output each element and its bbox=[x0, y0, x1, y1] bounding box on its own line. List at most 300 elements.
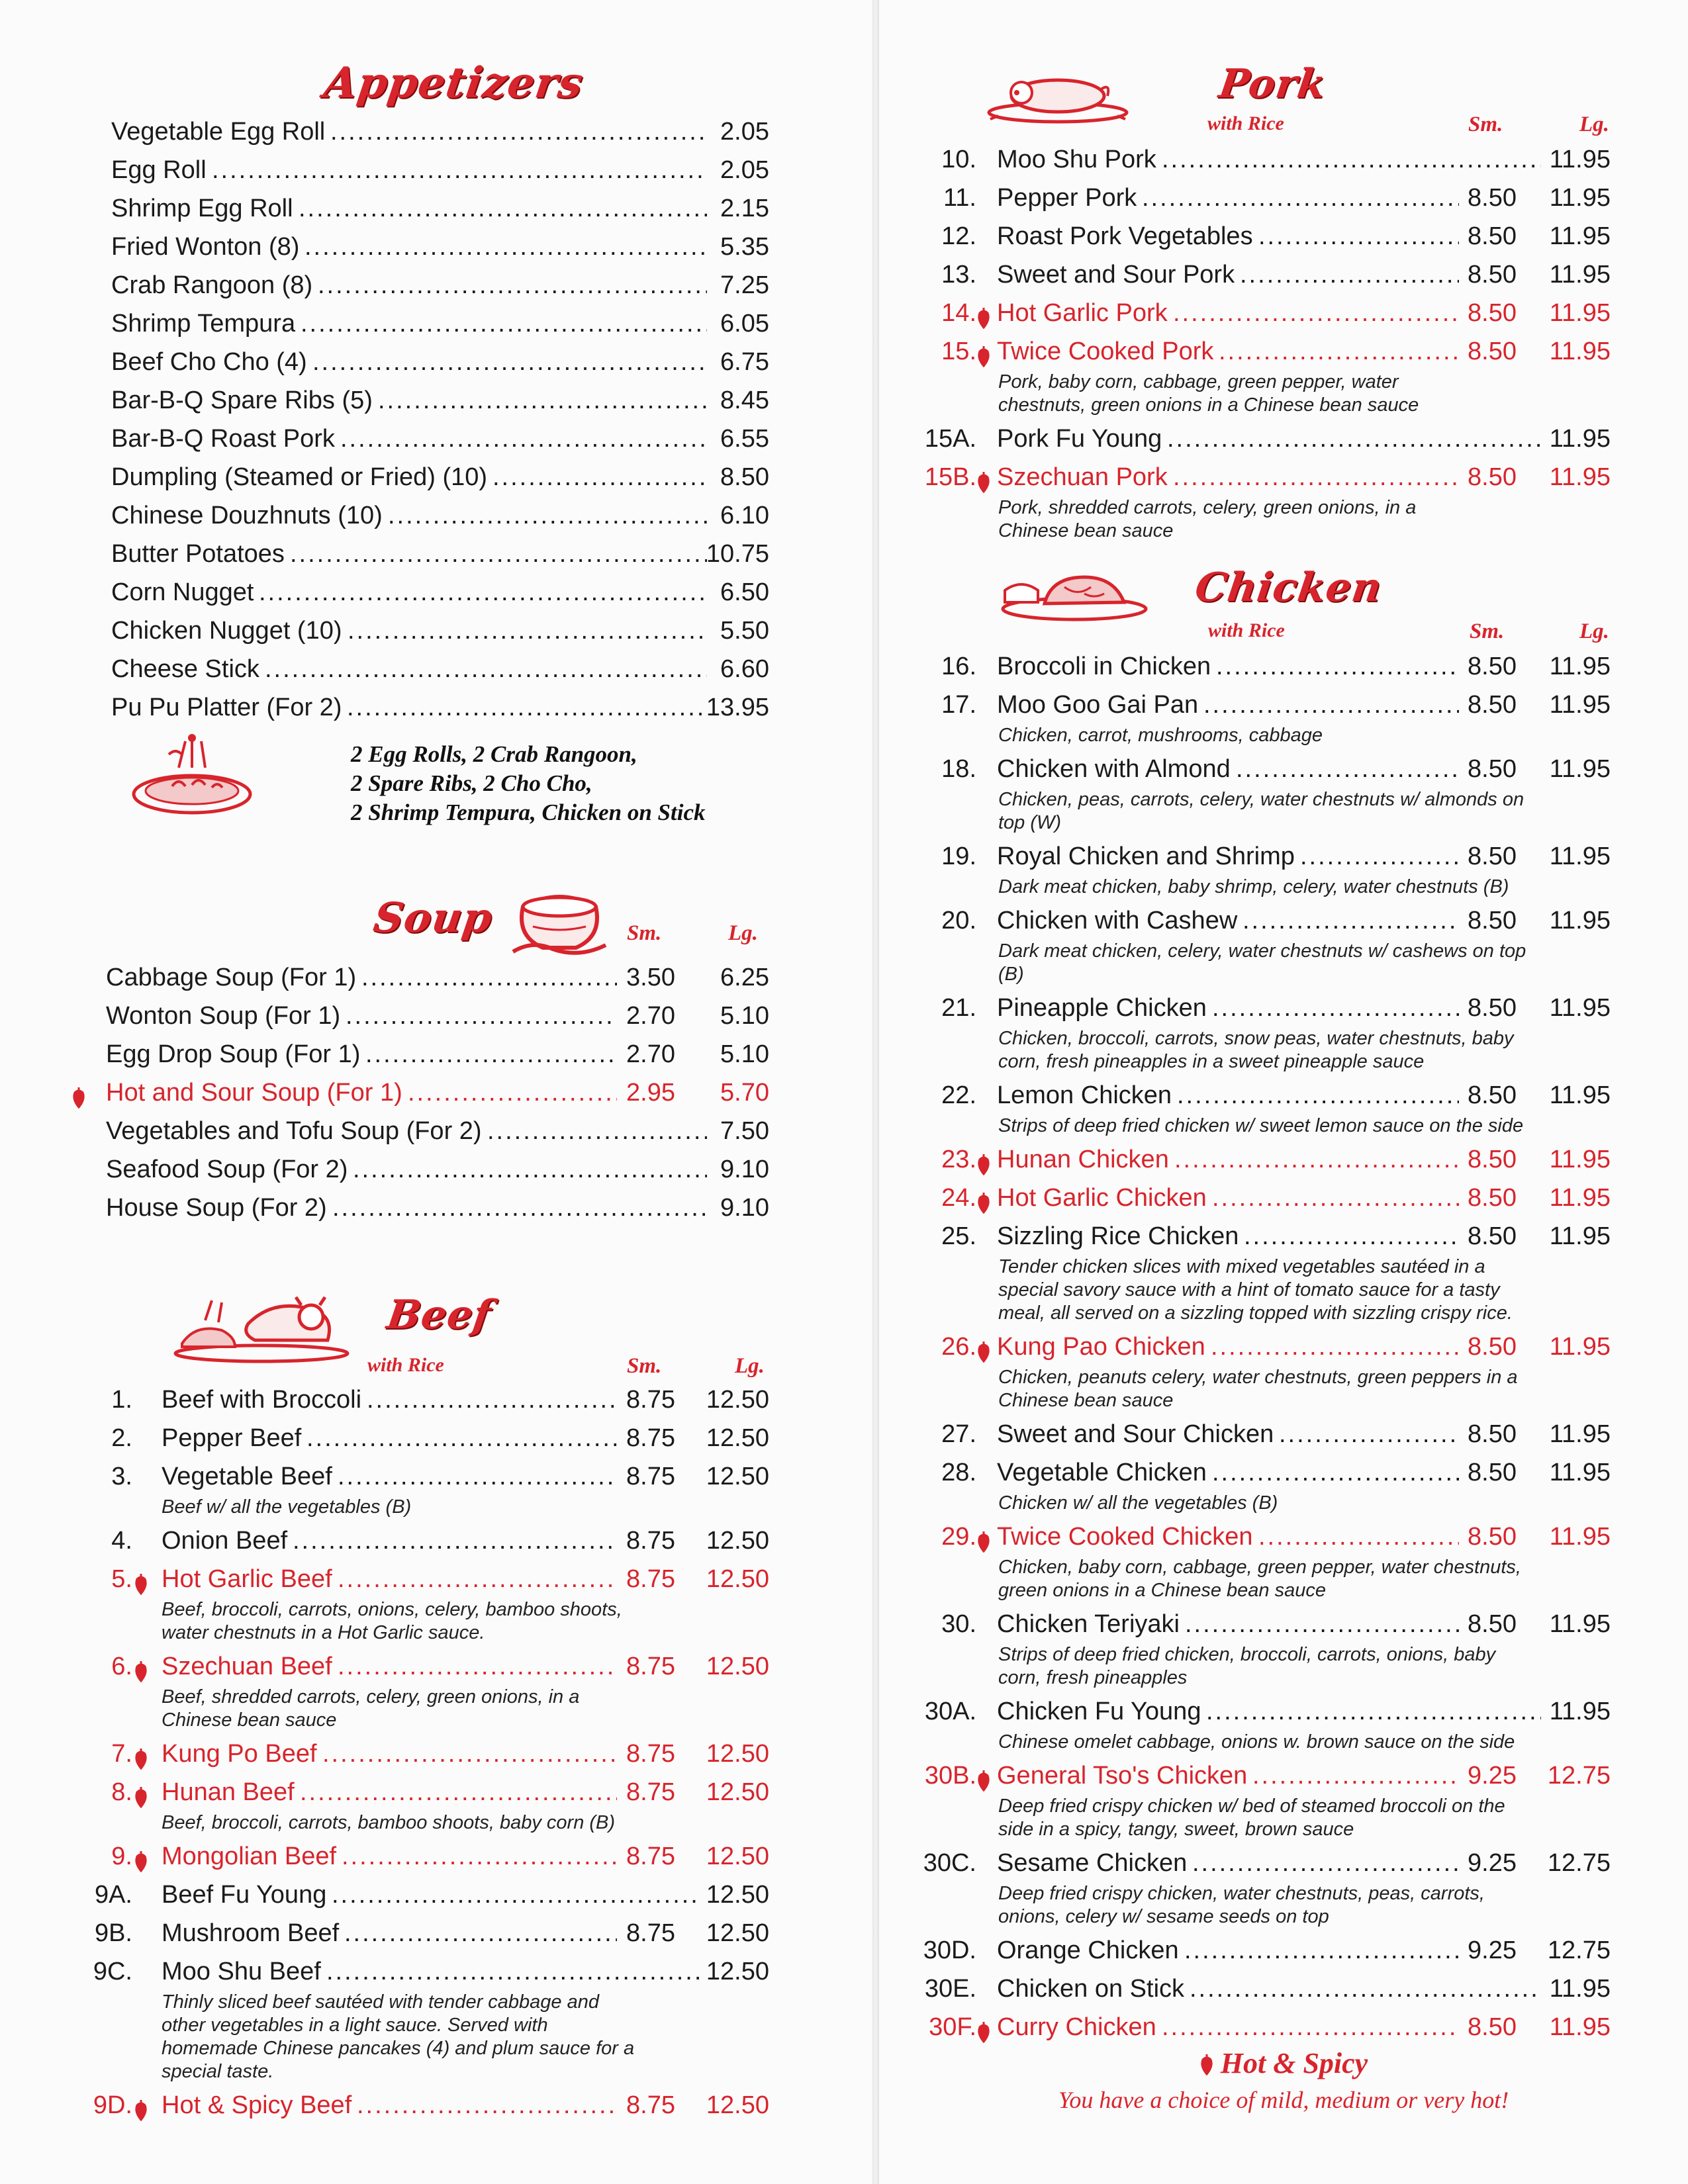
appetizers-item bbox=[0, 304, 872, 343]
item-name: Corn Nugget bbox=[111, 578, 254, 606]
pork-large-label: Lg. bbox=[1579, 113, 1609, 136]
chicken-item bbox=[879, 2008, 1688, 2046]
beef-item bbox=[0, 1914, 872, 1952]
beef-subtitle: with Rice bbox=[367, 1354, 444, 1376]
leader-dots bbox=[1177, 1076, 1459, 1115]
item-name: Hot and Sour Soup (For 1) bbox=[106, 1079, 402, 1107]
item-description: Pork, shredded carrots, celery, green onions, in a Chinese bean sauce bbox=[998, 497, 1417, 541]
price: 8.45 bbox=[720, 387, 769, 414]
chicken-list bbox=[879, 647, 1688, 2046]
item-number: 29. bbox=[941, 1523, 976, 1551]
chicken-item bbox=[879, 1931, 1688, 1970]
item-name: Chicken Fu Young bbox=[997, 1698, 1201, 1725]
item-description: Strips of deep fried chicken, broccoli, carrots, onions, baby corn, fresh pineapples bbox=[998, 1644, 1496, 1688]
leader-dots bbox=[1192, 1844, 1459, 1882]
item-name: Vegetables and Tofu Soup (For 2) bbox=[106, 1117, 482, 1145]
price-large: 11.95 bbox=[1549, 1420, 1611, 1448]
leader-dots bbox=[338, 1457, 617, 1496]
item-name: Sweet and Sour Chicken bbox=[997, 1420, 1274, 1448]
item-number: 15B. bbox=[924, 463, 976, 491]
leader-dots bbox=[330, 113, 707, 151]
leader-dots bbox=[326, 1952, 702, 1991]
item-name: Wonton Soup (For 1) bbox=[106, 1002, 341, 1030]
price: 6.75 bbox=[720, 348, 769, 376]
price-small: 8.50 bbox=[1468, 842, 1517, 870]
item-name: Chicken Nugget (10) bbox=[111, 617, 342, 645]
appetizers-item bbox=[0, 420, 872, 458]
price-large: 9.10 bbox=[720, 1156, 769, 1183]
chicken-item bbox=[879, 647, 1688, 686]
chicken-item bbox=[879, 837, 1688, 876]
spicy-legend: Hot & Spicy You have a choice of mild, medium or very hot! bbox=[1058, 2047, 1509, 2113]
price-small: 8.50 bbox=[1468, 1184, 1517, 1212]
item-name: Pepper Pork bbox=[997, 184, 1137, 212]
chicken-item bbox=[879, 1217, 1688, 1255]
price-large: 11.95 bbox=[1549, 2013, 1611, 2041]
item-description: Chicken, broccoli, carrots, snow peas, water chestnuts, baby corn, fresh pineapples in a sweet pineapple sauce bbox=[998, 1028, 1514, 1072]
price-small: 8.50 bbox=[1468, 1146, 1517, 1173]
price-small: 8.75 bbox=[626, 1778, 675, 1806]
leader-dots bbox=[1185, 1605, 1459, 1643]
item-description: Pork, baby corn, cabbage, green pepper, water chestnuts, green onions in a Chinese bean sauce bbox=[998, 371, 1419, 416]
soup-small-label: Sm. bbox=[627, 921, 662, 945]
price-small: 9.25 bbox=[1468, 1849, 1517, 1877]
leader-dots bbox=[1244, 1217, 1459, 1255]
item-name: House Soup (For 2) bbox=[106, 1194, 327, 1222]
item-name: Pepper Beef bbox=[162, 1424, 302, 1452]
price-large: 11.95 bbox=[1549, 1523, 1611, 1551]
chicken-item bbox=[879, 1605, 1688, 1643]
item-number: 30D. bbox=[923, 1936, 976, 1964]
leader-dots bbox=[344, 1914, 617, 1952]
price-small: 8.50 bbox=[1468, 222, 1517, 250]
appetizers-item bbox=[0, 496, 872, 535]
chicken-title: Chicken bbox=[1192, 565, 1385, 611]
price: 7.25 bbox=[720, 271, 769, 299]
price-small: 8.50 bbox=[1468, 1459, 1517, 1486]
item-name: Royal Chicken and Shrimp bbox=[997, 842, 1295, 870]
leader-dots bbox=[322, 1735, 617, 1773]
price-small: 8.75 bbox=[626, 1424, 675, 1452]
item-number: 17. bbox=[941, 691, 976, 719]
item-description: Chicken, peanuts celery, water chestnuts, green peppers in a Chinese bean sauce bbox=[998, 1367, 1518, 1411]
item-name: Hunan Beef bbox=[162, 1778, 295, 1806]
price-small: 9.25 bbox=[1468, 1936, 1517, 1964]
appetizers-item bbox=[0, 650, 872, 688]
price-large: 12.50 bbox=[706, 1778, 769, 1806]
appetizers-title: Appetizers bbox=[320, 58, 586, 108]
item-name: Chicken with Cashew bbox=[997, 907, 1238, 934]
item-name: Vegetable Egg Roll bbox=[111, 118, 326, 146]
leader-dots bbox=[340, 420, 707, 458]
item-number: 24. bbox=[941, 1184, 976, 1212]
price-small: 8.50 bbox=[1468, 994, 1517, 1022]
item-description: Beef, broccoli, carrots, onions, celery, bamboo shoots, water chestnuts in a Hot Garlic sauce. bbox=[162, 1599, 622, 1643]
price-small: 8.50 bbox=[1468, 1222, 1517, 1250]
item-number: 4. bbox=[111, 1527, 132, 1555]
price-large: 11.95 bbox=[1549, 146, 1611, 173]
price-large: 12.75 bbox=[1547, 1762, 1611, 1790]
price-small: 8.75 bbox=[626, 2091, 675, 2119]
item-name: Vegetable Beef bbox=[162, 1463, 332, 1490]
item-description: Dark meat chicken, baby shrimp, celery, water chestnuts (B) bbox=[998, 876, 1509, 897]
item-description: Chicken, baby corn, cabbage, green pepper, water chestnuts, green onions in a Chinese bean sauce bbox=[998, 1557, 1521, 1601]
leader-dots bbox=[1173, 294, 1459, 332]
price-small: 8.75 bbox=[626, 1843, 675, 1870]
price-small: 8.50 bbox=[1468, 691, 1517, 719]
beef-item bbox=[0, 1457, 872, 1496]
item-number: 22. bbox=[941, 1081, 976, 1109]
soup-pot-icon bbox=[506, 880, 612, 960]
leader-dots bbox=[1142, 179, 1459, 217]
leader-dots bbox=[367, 1381, 617, 1419]
item-description: Chicken, peas, carrots, celery, water chestnuts w/ almonds on top (W) bbox=[998, 789, 1524, 833]
item-name: Shrimp Tempura bbox=[111, 310, 296, 338]
price-large: 12.50 bbox=[706, 1463, 769, 1490]
leader-dots bbox=[259, 573, 707, 612]
leader-dots bbox=[353, 1150, 707, 1189]
item-name: Bar-B-Q Roast Pork bbox=[111, 425, 335, 453]
price-small: 8.50 bbox=[1468, 1610, 1517, 1638]
item-number: 12. bbox=[941, 222, 976, 250]
leader-dots bbox=[347, 688, 707, 727]
item-number: 14. bbox=[941, 299, 976, 327]
appetizers-item bbox=[0, 381, 872, 420]
pork-item bbox=[879, 217, 1688, 255]
item-name: Curry Chicken bbox=[997, 2013, 1156, 2041]
leader-dots bbox=[365, 1035, 617, 1073]
item-name: Vegetable Chicken bbox=[997, 1459, 1207, 1486]
price-small: 8.50 bbox=[1468, 1333, 1517, 1361]
price-small: 8.50 bbox=[1468, 907, 1517, 934]
price-large: 11.95 bbox=[1549, 1610, 1611, 1638]
price-large: 11.95 bbox=[1549, 338, 1611, 365]
soup-item bbox=[0, 1073, 872, 1112]
pepper-icon bbox=[134, 2094, 148, 2132]
price: 6.10 bbox=[720, 502, 769, 529]
leader-dots bbox=[306, 1419, 617, 1457]
item-number: 13. bbox=[941, 261, 976, 289]
item-number: 9C. bbox=[93, 1958, 132, 1985]
pepper-icon bbox=[976, 340, 991, 379]
pork-list bbox=[879, 140, 1688, 545]
chicken-item bbox=[879, 1970, 1688, 2008]
soup-item bbox=[0, 1150, 872, 1189]
soup-item bbox=[0, 997, 872, 1035]
item-name: Mushroom Beef bbox=[162, 1919, 340, 1947]
price-small: 8.50 bbox=[1468, 338, 1517, 365]
pork-item bbox=[879, 332, 1688, 371]
price-large: 11.95 bbox=[1549, 425, 1611, 453]
item-number: 2. bbox=[111, 1424, 132, 1452]
beef-large-label: Lg. bbox=[735, 1354, 765, 1378]
item-number: 30B. bbox=[924, 1762, 976, 1790]
leader-dots bbox=[1258, 1518, 1459, 1556]
chicken-item bbox=[879, 1140, 1688, 1179]
item-number: 19. bbox=[941, 842, 976, 870]
pork-item bbox=[879, 294, 1688, 332]
item-name: Pu Pu Platter (For 2) bbox=[111, 694, 342, 721]
leader-dots bbox=[1206, 1692, 1541, 1731]
item-number: 30F. bbox=[929, 2013, 976, 2041]
leader-dots bbox=[1162, 2008, 1459, 2046]
item-name: Chicken Teriyaki bbox=[997, 1610, 1180, 1638]
item-description: Deep fried crispy chicken, water chestnuts, peas, carrots, onions, celery w/ sesame seeds on top bbox=[998, 1883, 1485, 1927]
pig-icon bbox=[985, 66, 1131, 126]
appetizers-item bbox=[0, 573, 872, 612]
item-name: Roast Pork Vegetables bbox=[997, 222, 1253, 250]
item-name: Twice Cooked Pork bbox=[997, 338, 1214, 365]
price: 2.15 bbox=[720, 195, 769, 222]
price-large: 12.50 bbox=[706, 1653, 769, 1680]
price-large: 11.95 bbox=[1549, 1146, 1611, 1173]
item-number: 23. bbox=[941, 1146, 976, 1173]
pork-item bbox=[879, 179, 1688, 217]
price-small: 8.75 bbox=[626, 1919, 675, 1947]
price: 8.50 bbox=[720, 463, 769, 491]
chicken-item bbox=[879, 1328, 1688, 1366]
beef-title: Beef bbox=[384, 1292, 494, 1338]
price-large: 11.95 bbox=[1549, 994, 1611, 1022]
item-number: 9A. bbox=[94, 1881, 132, 1909]
pepper-icon bbox=[134, 1781, 148, 1819]
leader-dots bbox=[1240, 255, 1459, 294]
chicken-item bbox=[879, 1844, 1688, 1882]
leader-dots bbox=[332, 1189, 707, 1227]
price-large: 7.50 bbox=[720, 1117, 769, 1145]
appetizers-item bbox=[0, 688, 872, 727]
item-number: 25. bbox=[941, 1222, 976, 1250]
item-description: Chicken w/ all the vegetables (B) bbox=[998, 1492, 1278, 1514]
item-name: Beef with Broccoli bbox=[162, 1386, 362, 1414]
beef-small-label: Sm. bbox=[627, 1354, 662, 1378]
price-large: 11.95 bbox=[1549, 691, 1611, 719]
leader-dots bbox=[1279, 1415, 1459, 1453]
price-large: 12.50 bbox=[706, 1565, 769, 1593]
item-name: Twice Cooked Chicken bbox=[997, 1523, 1253, 1551]
price: 6.55 bbox=[720, 425, 769, 453]
price-large: 12.50 bbox=[706, 1424, 769, 1452]
appetizers-item bbox=[0, 113, 872, 151]
price-small: 2.70 bbox=[626, 1040, 675, 1068]
item-name: Szechuan Beef bbox=[162, 1653, 332, 1680]
price-large: 12.50 bbox=[706, 2091, 769, 2119]
item-description: Strips of deep fried chicken w/ sweet lemon sauce on the side bbox=[998, 1115, 1524, 1136]
pork-item bbox=[879, 255, 1688, 294]
price-small: 8.75 bbox=[626, 1527, 675, 1555]
price-large: 11.95 bbox=[1549, 299, 1611, 327]
pepper-icon bbox=[976, 466, 991, 504]
soup-list bbox=[0, 958, 872, 1227]
leader-dots bbox=[487, 1112, 707, 1150]
item-name: Kung Po Beef bbox=[162, 1740, 317, 1768]
leader-dots bbox=[1243, 901, 1459, 940]
chicken-item bbox=[879, 901, 1688, 940]
price-large: 11.95 bbox=[1549, 261, 1611, 289]
cow-icon bbox=[169, 1291, 354, 1363]
item-name: Fried Wonton (8) bbox=[111, 233, 300, 261]
item-number: 9B. bbox=[94, 1919, 132, 1947]
price-small: 8.75 bbox=[626, 1565, 675, 1593]
item-name: Kung Pao Chicken bbox=[997, 1333, 1205, 1361]
item-number: 15A. bbox=[924, 425, 976, 453]
pork-item bbox=[879, 140, 1688, 179]
item-number: 1. bbox=[111, 1386, 132, 1414]
price-small: 8.50 bbox=[1468, 653, 1517, 680]
price-small: 8.50 bbox=[1468, 184, 1517, 212]
leader-dots bbox=[265, 650, 707, 688]
item-number: 30. bbox=[941, 1610, 976, 1638]
leader-dots bbox=[212, 151, 707, 189]
leader-dots bbox=[299, 189, 707, 228]
chicken-dish-icon bbox=[998, 564, 1150, 623]
leader-dots bbox=[1174, 1140, 1459, 1179]
price: 2.05 bbox=[720, 118, 769, 146]
pepper-icon bbox=[134, 1655, 148, 1694]
item-name: Egg Roll bbox=[111, 156, 207, 184]
leader-dots bbox=[1184, 1931, 1459, 1970]
item-description: Beef w/ all the vegetables (B) bbox=[162, 1496, 412, 1518]
price-large: 6.25 bbox=[720, 964, 769, 991]
price-large: 12.75 bbox=[1547, 1936, 1611, 1964]
item-number: 8. bbox=[111, 1778, 132, 1806]
pepper-icon bbox=[976, 1764, 991, 1803]
price-large: 11.95 bbox=[1549, 463, 1611, 491]
leader-dots bbox=[361, 958, 617, 997]
beef-item bbox=[0, 1735, 872, 1773]
price-small: 8.75 bbox=[626, 1653, 675, 1680]
item-name: Pineapple Chicken bbox=[997, 994, 1207, 1022]
leader-dots bbox=[293, 1522, 617, 1560]
item-number: 21. bbox=[941, 994, 976, 1022]
price-large: 5.10 bbox=[720, 1002, 769, 1030]
price-large: 12.75 bbox=[1547, 1849, 1611, 1877]
item-name: Butter Potatoes bbox=[111, 540, 285, 568]
item-number: 11. bbox=[943, 184, 976, 212]
item-name: Sesame Chicken bbox=[997, 1849, 1188, 1877]
leader-dots bbox=[305, 228, 707, 266]
price-large: 9.10 bbox=[720, 1194, 769, 1222]
chicken-subtitle: with Rice bbox=[1208, 619, 1285, 641]
item-number: 30A. bbox=[924, 1698, 976, 1725]
item-number: 5. bbox=[111, 1565, 132, 1593]
item-description: Dark meat chicken, celery, water chestnuts w/ cashews on top (B) bbox=[998, 940, 1526, 985]
price: 5.35 bbox=[720, 233, 769, 261]
beef-list bbox=[0, 1381, 872, 2124]
beef-item bbox=[0, 1773, 872, 1811]
item-number: 16. bbox=[941, 653, 976, 680]
item-name: Moo Goo Gai Pan bbox=[997, 691, 1199, 719]
item-name: Broccoli in Chicken bbox=[997, 653, 1211, 680]
leader-dots bbox=[312, 343, 707, 381]
item-name: Sweet and Sour Pork bbox=[997, 261, 1235, 289]
price-large: 12.50 bbox=[706, 1881, 769, 1909]
price-large: 11.95 bbox=[1549, 1459, 1611, 1486]
item-name: Moo Shu Pork bbox=[997, 146, 1156, 173]
appetizers-item bbox=[0, 458, 872, 496]
price-large: 12.50 bbox=[706, 1386, 769, 1414]
leader-dots bbox=[492, 458, 707, 496]
leader-dots bbox=[357, 2086, 617, 2124]
leader-dots bbox=[1212, 1453, 1459, 1492]
price-small: 3.50 bbox=[626, 964, 675, 991]
price-small: 8.75 bbox=[626, 1463, 675, 1490]
leader-dots bbox=[1203, 686, 1459, 724]
pepper-icon bbox=[976, 1336, 991, 1374]
item-description: Deep fried crispy chicken w/ bed of steamed broccoli on the side in a spicy, tangy, sweet, brown sauce bbox=[998, 1796, 1505, 1840]
pupu-platter-icon bbox=[126, 728, 258, 821]
price-small: 8.75 bbox=[626, 1386, 675, 1414]
leader-dots bbox=[338, 1647, 617, 1686]
leader-dots bbox=[378, 381, 707, 420]
price: 6.60 bbox=[720, 655, 769, 683]
leader-dots bbox=[1252, 1756, 1459, 1795]
item-name: Beef Fu Young bbox=[162, 1881, 327, 1909]
item-name: Chinese Douzhnuts (10) bbox=[111, 502, 383, 529]
item-name: Pork Fu Young bbox=[997, 425, 1162, 453]
chicken-item bbox=[879, 750, 1688, 788]
leader-dots bbox=[1212, 989, 1459, 1027]
appetizers-item bbox=[0, 189, 872, 228]
leader-dots bbox=[300, 1773, 617, 1811]
price-large: 11.95 bbox=[1549, 1081, 1611, 1109]
item-name: Chicken on Stick bbox=[997, 1975, 1185, 2003]
item-name: Chicken with Almond bbox=[997, 755, 1231, 783]
price-large: 12.50 bbox=[706, 1958, 769, 1985]
item-name: Hot Garlic Pork bbox=[997, 299, 1168, 327]
chicken-item bbox=[879, 989, 1688, 1027]
soup-title: Soup bbox=[370, 893, 496, 942]
beef-item bbox=[0, 1647, 872, 1686]
item-number: 9D. bbox=[93, 2091, 132, 2119]
leader-dots bbox=[1219, 332, 1459, 371]
price-small: 2.95 bbox=[626, 1079, 675, 1107]
price-large: 12.50 bbox=[706, 1527, 769, 1555]
appetizers-item bbox=[0, 266, 872, 304]
pork-title: Pork bbox=[1216, 61, 1329, 107]
price-small: 8.50 bbox=[1468, 463, 1517, 491]
leader-dots bbox=[342, 1837, 617, 1876]
price: 10.75 bbox=[706, 540, 769, 568]
price-large: 11.95 bbox=[1549, 1975, 1611, 2003]
item-name: Seafood Soup (For 2) bbox=[106, 1156, 348, 1183]
leader-dots bbox=[1216, 647, 1459, 686]
leader-dots bbox=[408, 1073, 617, 1112]
chicken-item bbox=[879, 1518, 1688, 1556]
price-large: 11.95 bbox=[1549, 842, 1611, 870]
leader-dots bbox=[290, 535, 707, 573]
item-number: 7. bbox=[111, 1740, 132, 1768]
appetizers-item bbox=[0, 612, 872, 650]
price-small: 2.70 bbox=[626, 1002, 675, 1030]
price-large: 11.95 bbox=[1549, 1698, 1611, 1725]
leader-dots bbox=[1167, 420, 1541, 458]
pork-item bbox=[879, 458, 1688, 496]
item-number: 30C. bbox=[923, 1849, 976, 1877]
price: 5.50 bbox=[720, 617, 769, 645]
price-large: 11.95 bbox=[1549, 1222, 1611, 1250]
item-number: 18. bbox=[941, 755, 976, 783]
pupu-platter-contents: 2 Egg Rolls, 2 Crab Rangoon, 2 Spare Ribs, 2 Cho Cho, 2 Shrimp Tempura, Chicken on Stick bbox=[351, 741, 706, 825]
item-description: Tender chicken slices with mixed vegetables sautéed in a special savory sauce with a hint of tomato sauce for a tasty meal, all served on a sizzling topped with sizzling crispy rice. bbox=[998, 1256, 1513, 1324]
leader-dots bbox=[1162, 140, 1541, 179]
pepper-icon bbox=[976, 1525, 991, 1564]
chicken-item bbox=[879, 1076, 1688, 1115]
chicken-large-label: Lg. bbox=[1579, 619, 1609, 643]
appetizers-item bbox=[0, 228, 872, 266]
item-name: Onion Beef bbox=[162, 1527, 288, 1555]
chicken-item bbox=[879, 1179, 1688, 1217]
